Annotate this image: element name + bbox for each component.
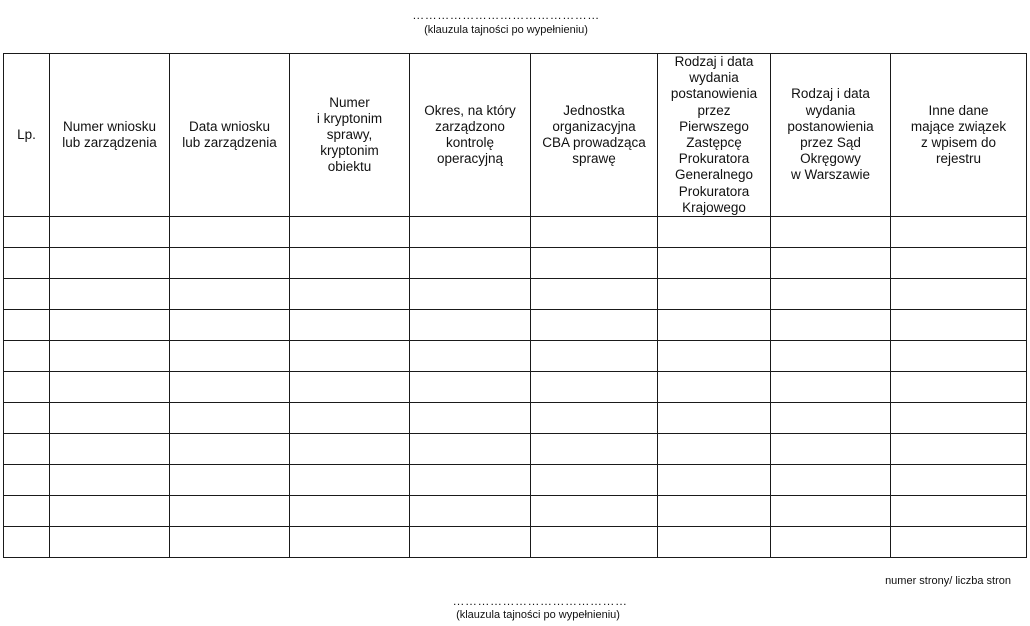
table-row <box>4 310 1027 341</box>
table-cell[interactable] <box>531 527 658 558</box>
table-cell[interactable] <box>410 496 531 527</box>
table-cell[interactable] <box>170 403 290 434</box>
table-cell[interactable] <box>531 403 658 434</box>
table-cell[interactable] <box>771 465 891 496</box>
table-cell[interactable] <box>290 341 410 372</box>
table-cell[interactable] <box>4 403 50 434</box>
table-cell[interactable] <box>531 248 658 279</box>
column-header-prosecutor-decision: Rodzaj i data wydania postanowienia przez Pierwszego Zastępcę Prokuratora Generalnego Prokuratora Krajowego <box>658 54 771 217</box>
table-cell[interactable] <box>4 434 50 465</box>
table-row <box>4 527 1027 558</box>
column-header-cba-unit: Jednostka organizacyjna CBA prowadząca sprawę <box>531 54 658 217</box>
table-cell[interactable] <box>658 434 771 465</box>
table-cell[interactable] <box>891 403 1027 434</box>
table-cell[interactable] <box>658 527 771 558</box>
table-cell[interactable] <box>891 527 1027 558</box>
table-cell[interactable] <box>531 279 658 310</box>
table-cell[interactable] <box>50 496 170 527</box>
table-cell[interactable] <box>170 217 290 248</box>
table-cell[interactable] <box>170 372 290 403</box>
table-cell[interactable] <box>50 372 170 403</box>
table-cell[interactable] <box>771 403 891 434</box>
table-cell[interactable] <box>290 465 410 496</box>
table-cell[interactable] <box>658 279 771 310</box>
table-cell[interactable] <box>410 465 531 496</box>
column-header-control-period: Okres, na który zarządzono kontrolę operacyjną <box>410 54 531 217</box>
table-cell[interactable] <box>410 248 531 279</box>
table-cell[interactable] <box>50 434 170 465</box>
column-header-other-data: Inne dane mające związek z wpisem do rejestru <box>891 54 1027 217</box>
table-cell[interactable] <box>891 279 1027 310</box>
table-cell[interactable] <box>170 465 290 496</box>
page-number-label: numer strony/ liczba stron <box>885 575 1011 587</box>
table-cell[interactable] <box>771 248 891 279</box>
table-cell[interactable] <box>290 403 410 434</box>
table-cell[interactable] <box>531 372 658 403</box>
table-cell[interactable] <box>170 341 290 372</box>
table-row <box>4 341 1027 372</box>
table-cell[interactable] <box>891 434 1027 465</box>
table-cell[interactable] <box>410 310 531 341</box>
table-row <box>4 372 1027 403</box>
table-cell[interactable] <box>658 403 771 434</box>
table-cell[interactable] <box>658 372 771 403</box>
table-cell[interactable] <box>531 465 658 496</box>
table-cell[interactable] <box>50 403 170 434</box>
table-cell[interactable] <box>891 372 1027 403</box>
table-cell[interactable] <box>4 279 50 310</box>
column-header-court-decision: Rodzaj i data wydania postanowienia przez Sąd Okręgowy w Warszawie <box>771 54 891 217</box>
classification-caption-top: (klauzula tajności po wypełnieniu) <box>424 24 588 36</box>
table-cell[interactable] <box>771 434 891 465</box>
table-row <box>4 496 1027 527</box>
table-cell[interactable] <box>531 310 658 341</box>
table-cell[interactable] <box>771 341 891 372</box>
table-cell[interactable] <box>771 527 891 558</box>
table-cell[interactable] <box>410 403 531 434</box>
table-cell[interactable] <box>170 279 290 310</box>
table-cell[interactable] <box>771 310 891 341</box>
table-cell[interactable] <box>658 341 771 372</box>
table-row <box>4 248 1027 279</box>
table-cell[interactable] <box>290 310 410 341</box>
table-cell[interactable] <box>891 465 1027 496</box>
table-cell[interactable] <box>891 248 1027 279</box>
classification-dots-bottom: …………………………………… <box>452 594 628 608</box>
table-cell[interactable] <box>290 248 410 279</box>
table-cell[interactable] <box>4 527 50 558</box>
table-cell[interactable] <box>531 217 658 248</box>
table-cell[interactable] <box>290 217 410 248</box>
table-cell[interactable] <box>410 434 531 465</box>
table-cell[interactable] <box>410 279 531 310</box>
column-header-request-number: Numer wniosku lub zarządzenia <box>50 54 170 217</box>
table-cell[interactable] <box>4 465 50 496</box>
table-cell[interactable] <box>410 372 531 403</box>
table-cell[interactable] <box>50 217 170 248</box>
table-cell[interactable] <box>50 279 170 310</box>
table-cell[interactable] <box>410 341 531 372</box>
table-cell[interactable] <box>891 217 1027 248</box>
table-cell[interactable] <box>290 372 410 403</box>
table-row <box>4 434 1027 465</box>
table-cell[interactable] <box>658 310 771 341</box>
table-row <box>4 403 1027 434</box>
table-cell[interactable] <box>771 279 891 310</box>
table-row <box>4 279 1027 310</box>
table-cell[interactable] <box>50 465 170 496</box>
table-cell[interactable] <box>170 434 290 465</box>
table-cell[interactable] <box>891 310 1027 341</box>
table-cell[interactable] <box>658 465 771 496</box>
table-cell[interactable] <box>170 248 290 279</box>
table-cell[interactable] <box>658 496 771 527</box>
table-row <box>4 217 1027 248</box>
table-cell[interactable] <box>4 341 50 372</box>
table-cell[interactable] <box>290 496 410 527</box>
table-cell[interactable] <box>4 310 50 341</box>
table-cell[interactable] <box>170 310 290 341</box>
table-cell[interactable] <box>4 217 50 248</box>
table-cell[interactable] <box>50 310 170 341</box>
table-cell[interactable] <box>290 434 410 465</box>
column-header-case-codename: Numer i kryptonim sprawy, kryptonim obiektu <box>290 54 410 217</box>
table-row <box>4 465 1027 496</box>
table-cell[interactable] <box>410 217 531 248</box>
table-cell[interactable] <box>50 527 170 558</box>
header-row <box>4 54 1027 217</box>
table-cell[interactable] <box>891 496 1027 527</box>
table-cell[interactable] <box>771 372 891 403</box>
table-cell[interactable] <box>658 217 771 248</box>
table-cell[interactable] <box>771 496 891 527</box>
table-cell[interactable] <box>4 496 50 527</box>
table-cell[interactable] <box>531 434 658 465</box>
table-cell[interactable] <box>290 279 410 310</box>
table-cell[interactable] <box>410 527 531 558</box>
table-cell[interactable] <box>50 248 170 279</box>
table-cell[interactable] <box>771 217 891 248</box>
table-cell[interactable] <box>50 341 170 372</box>
classification-caption-bottom: (klauzula tajności po wypełnieniu) <box>456 609 620 621</box>
table-cell[interactable] <box>891 341 1027 372</box>
column-header-lp: Lp. <box>4 54 50 217</box>
table-cell[interactable] <box>170 496 290 527</box>
table-cell[interactable] <box>658 248 771 279</box>
table-cell[interactable] <box>531 496 658 527</box>
table-cell[interactable] <box>290 527 410 558</box>
register-table <box>3 53 1027 558</box>
table-cell[interactable] <box>4 248 50 279</box>
classification-dots-top: ……………………………………… <box>412 8 600 22</box>
table-cell[interactable] <box>170 527 290 558</box>
table-cell[interactable] <box>4 372 50 403</box>
table-cell[interactable] <box>531 341 658 372</box>
column-header-request-date: Data wniosku lub zarządzenia <box>170 54 290 217</box>
